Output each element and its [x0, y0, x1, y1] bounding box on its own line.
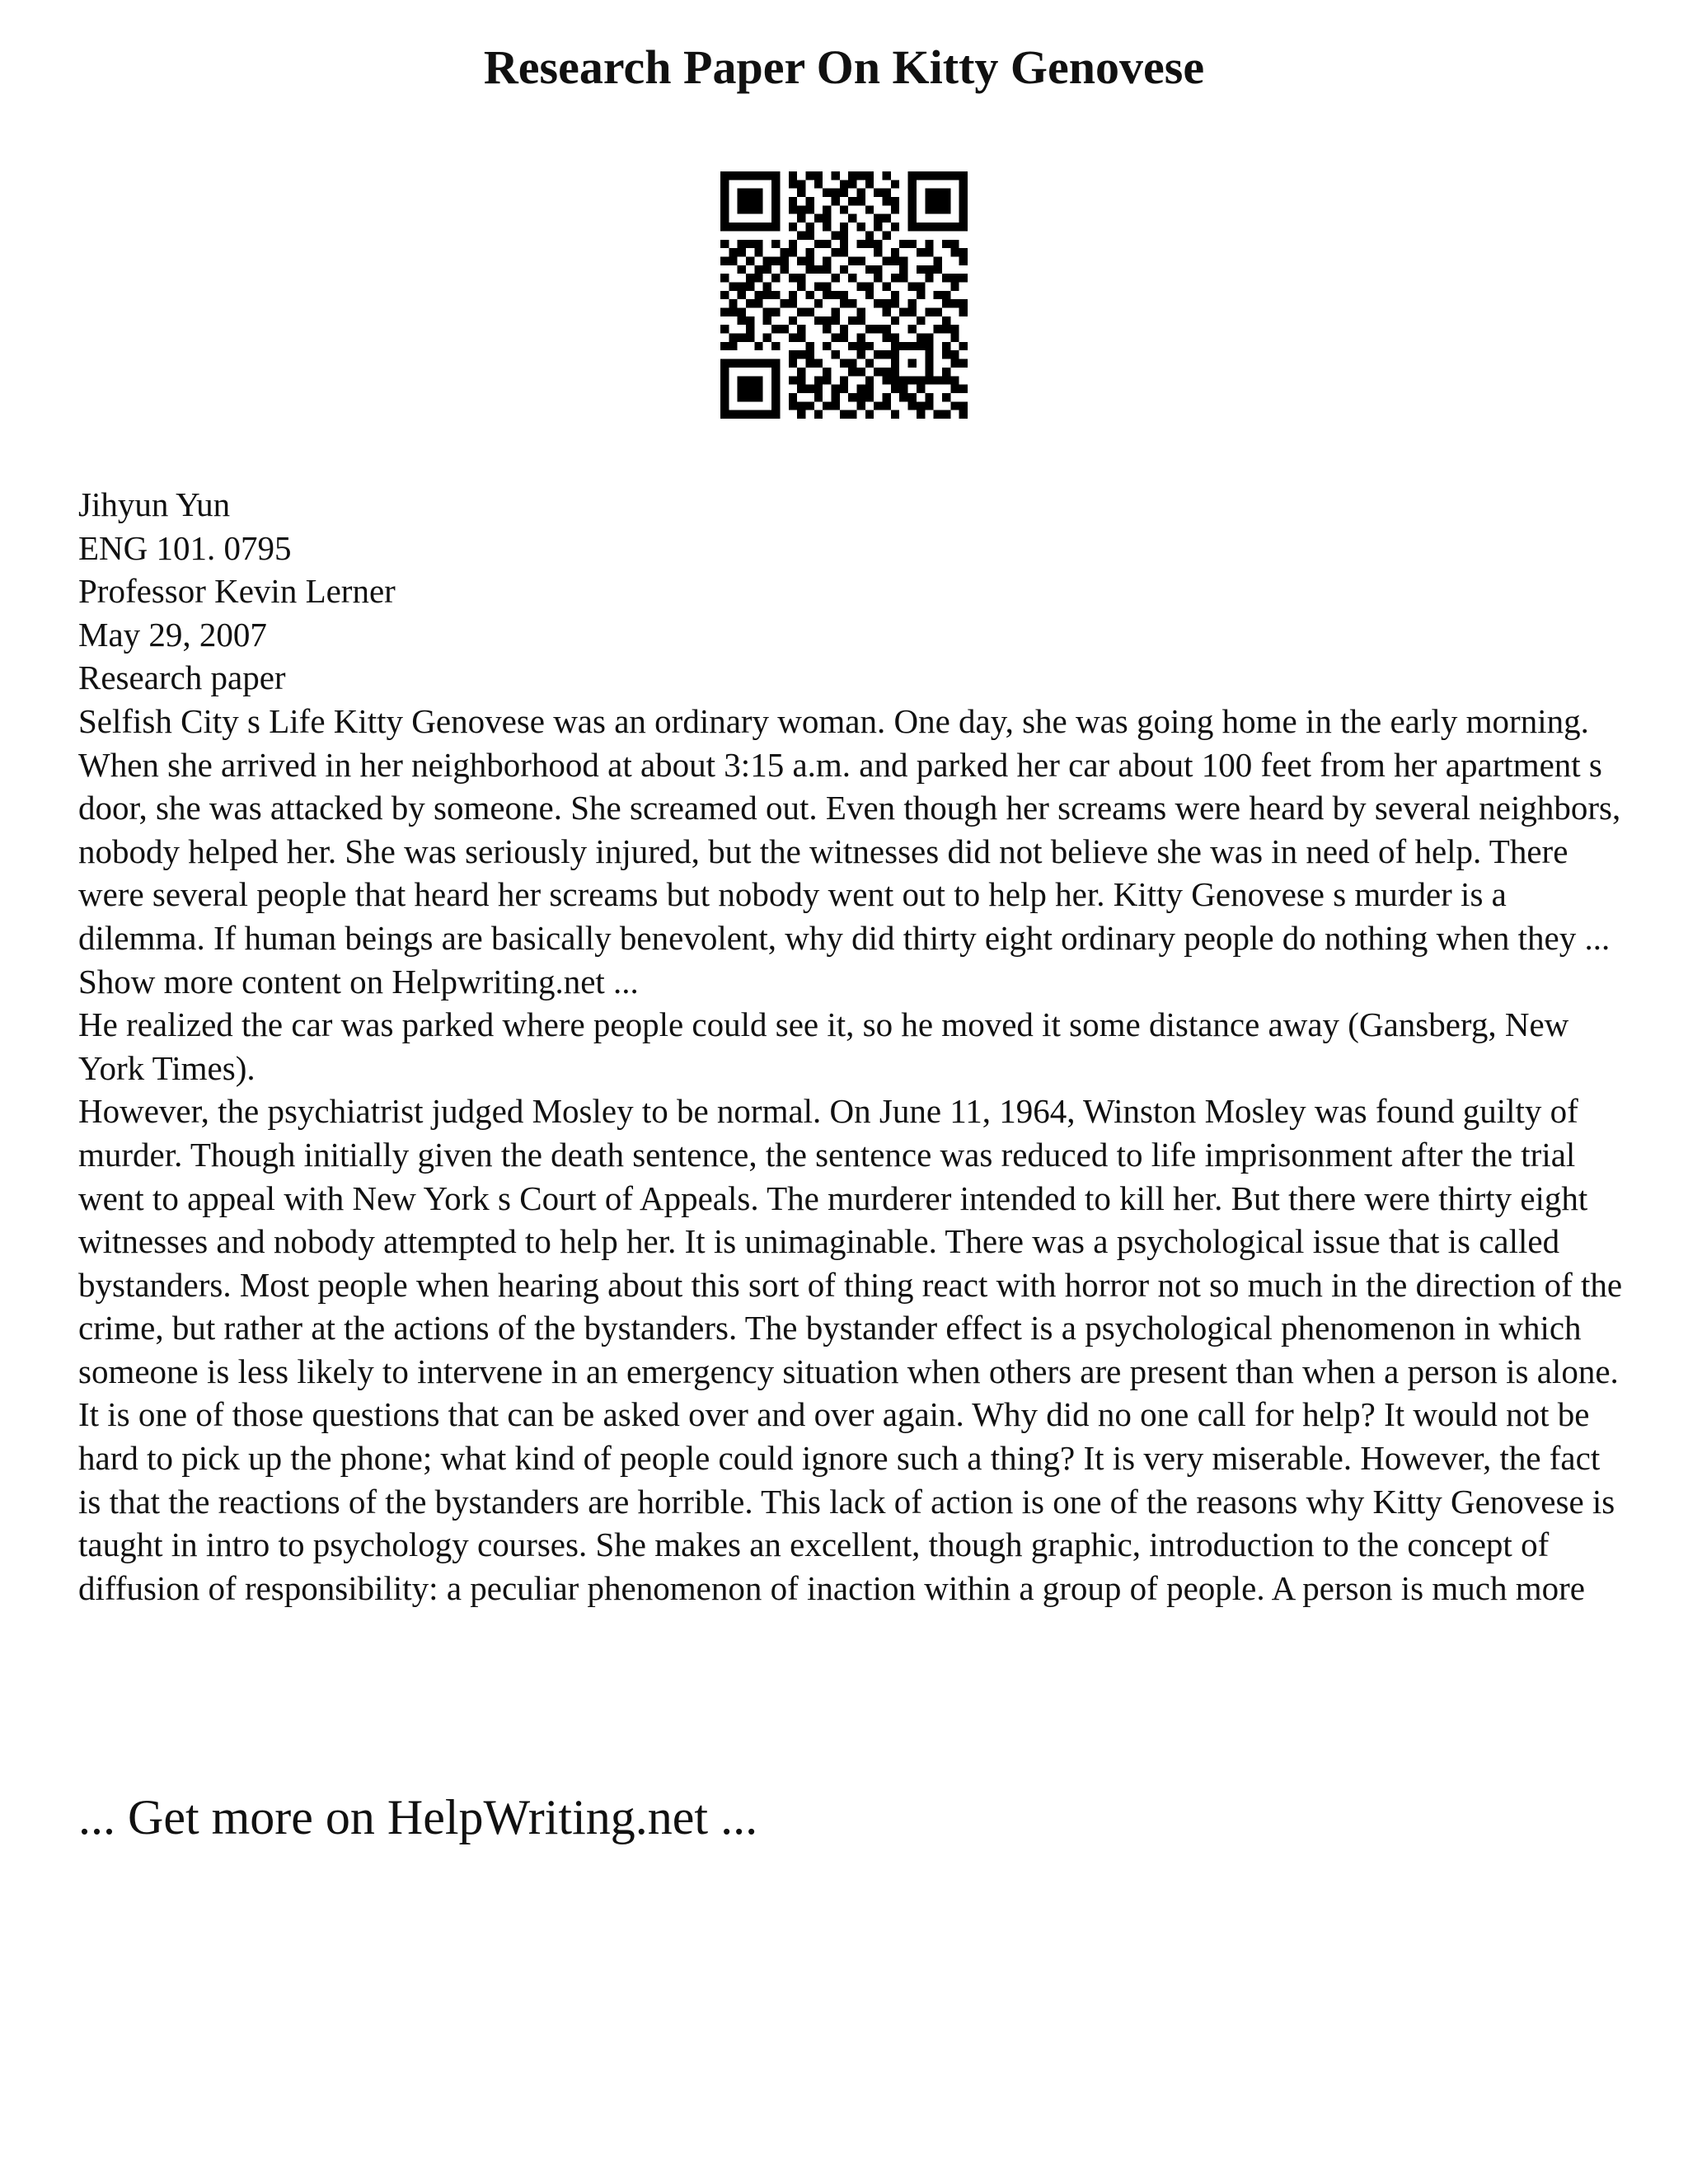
body-paragraph: However, the psychiatrist judged Mosley to be normal. On June 11, 1964, Winston Mosley was found guilty of murder. Though initially given the death sentence, the sentence was reduced to life imprisonment after the trial went to appeal with New York s Court of Appeals. The murderer intended to kill her. But there were thirty eight witnesses and nobody attempted to help her. It is unimaginable. There was a psychological issue that is called bystanders. Most people when hearing about this sort of thing react with horror not so much in the direction of the crime, but rather at the actions of the bystanders. The bystander effect is a psychological phenomenon in which someone is less likely to intervene in an emergency situation when others are present than when a person is alone. It is one of those questions that can be asked over and over again. Why did no one call for help? It would not be hard to pick up the phone; what kind of people could ignore such a thing? It is very miserable. However, the fact is that the reactions of the bystanders are horrible. This lack of action is one of the reasons why Kitty Genovese is taught in intro to psychology courses. She makes an excellent, though graphic, introduction to the concept of diffusion of responsibility: a peculiar phenomenon of inaction within a group of people. A person is much more	[78, 1092, 1623, 1607]
document-body	[78, 483, 1628, 1610]
document-title: Research Paper On Kitty Genovese	[483, 40, 1205, 94]
body-paragraph: Selfish City s Life Kitty Genovese was an ordinary woman. One day, she was going home in the early morning. When she arrived in her neighborhood at about 3:15 a.m. and parked her car about 100 feet from her apartment s door, she was attacked by someone. She screamed out. Even though her screams were heard by several neighbors, nobody helped her. She was seriously injured, but the witnesses did not believe she was in need of help. There were several people that heard her screams but nobody went out to help her. Kitty Genovese s murder is a dilemma. If human beings are basically benevolent, why did thirty eight ordinary people do nothing when they ... Show more content on Helpwriting.net ...	[78, 701, 1621, 1001]
professor-name: Professor Kevin Lerner	[78, 572, 396, 611]
body-paragraph: He realized the car was parked where people could see it, so he moved it some distance away (Gansberg, New York Times).	[78, 1005, 1569, 1087]
author-name: Jihyun Yun	[78, 485, 231, 523]
document-date: May 29, 2007	[78, 615, 267, 654]
course-code: ENG 101. 0795	[78, 528, 292, 567]
get-more-link[interactable]: ... Get more on HelpWriting.net ...	[78, 1790, 758, 1844]
document-type: Research paper	[78, 658, 286, 697]
qr-code	[720, 171, 968, 419]
qr-code-image	[720, 171, 968, 419]
